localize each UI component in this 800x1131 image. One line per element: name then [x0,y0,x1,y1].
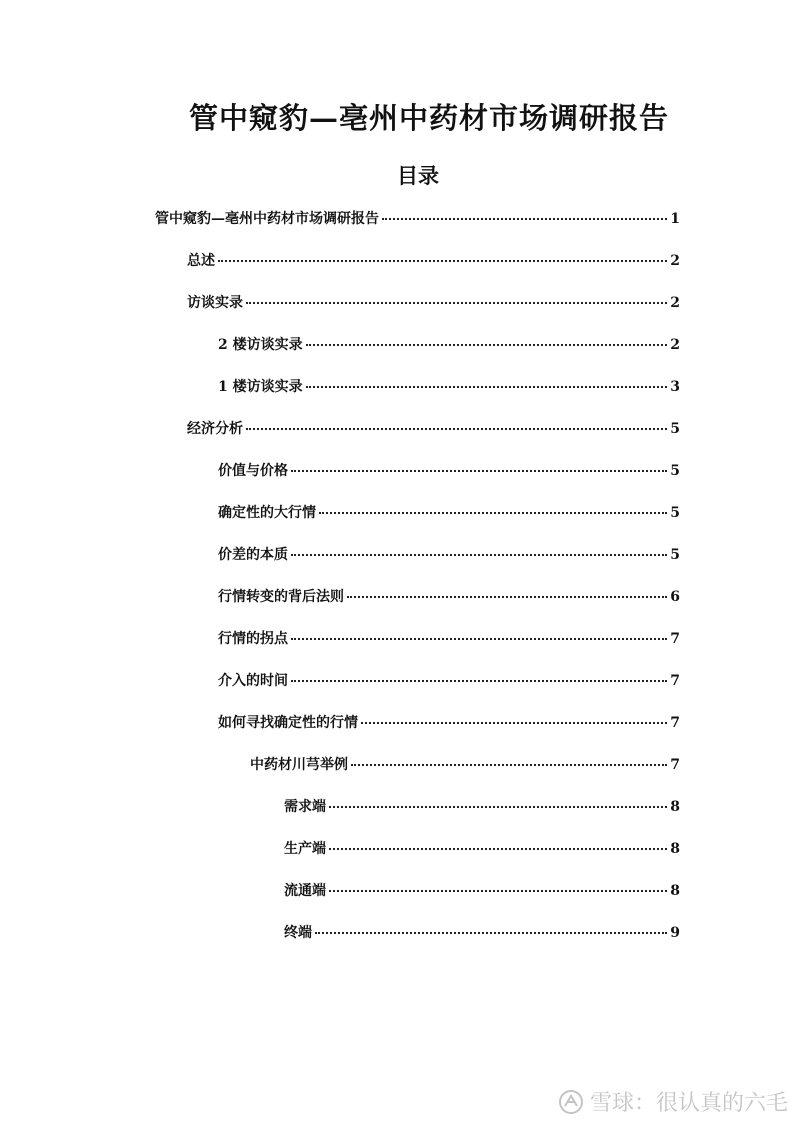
toc-entry[interactable] [218,586,680,606]
toc-entry[interactable] [218,502,680,522]
toc-dot-leader [315,932,667,934]
toc-entry-page: 6 [670,589,680,605]
toc-entry[interactable] [284,796,680,816]
toc-entry[interactable] [218,334,680,354]
toc-dot-leader [329,890,667,892]
toc-dot-leader [361,722,667,724]
toc-entry-label: 终端 [284,925,312,941]
toc-entry-page: 8 [670,799,680,815]
toc-dot-leader [246,302,667,304]
toc-dot-leader [218,260,667,262]
toc-entry[interactable] [218,628,680,648]
toc-entry-page: 7 [670,673,680,689]
toc-entry[interactable] [187,418,680,438]
toc-dot-leader [382,218,667,220]
toc-entry-label: 行情的拐点 [218,631,288,647]
toc-entry-page: 7 [670,757,680,773]
toc-entry-page: 2 [670,253,680,269]
toc-entry-page: 9 [670,925,680,941]
toc-entry-label: 2 楼访谈实录 [218,337,303,353]
toc-entry-label: 访谈实录 [187,295,243,311]
toc-entry-label: 经济分析 [187,421,243,437]
toc-entry-label: 确定性的大行情 [218,505,316,521]
watermark-text: 雪球：很认真的六毛 [589,1091,788,1116]
toc-entry[interactable] [218,376,680,396]
toc-dot-leader [306,344,668,346]
toc-entry-page: 5 [670,505,680,521]
toc-entry-page: 5 [670,547,680,563]
toc-entry[interactable] [284,838,680,858]
toc-entry-page: 7 [670,715,680,731]
toc-dot-leader [291,470,667,472]
toc-entry-label: 介入的时间 [218,673,288,689]
toc-entry[interactable] [187,292,680,312]
toc-entry-label: 1 楼访谈实录 [218,379,303,395]
toc-dot-leader [329,806,667,808]
toc-entry-label: 价值与价格 [218,463,288,479]
toc-entry-label: 行情转变的背后法则 [218,589,344,605]
toc-entry-page: 5 [670,421,680,437]
toc-heading: 目录 [397,163,439,188]
document-title: 管中窥豹—亳州中药材市场调研报告 [188,101,669,135]
toc-entry-label: 需求端 [284,799,326,815]
toc-entry-label: 生产端 [284,841,326,857]
toc-entry-label: 总述 [187,253,215,269]
toc-dot-leader [319,512,667,514]
toc-entry[interactable] [218,670,680,690]
toc-entry[interactable] [155,208,680,228]
toc-dot-leader [291,638,667,640]
watermark [558,1086,788,1117]
toc-entry[interactable] [284,922,680,942]
toc-entry[interactable] [250,754,680,774]
toc-entry[interactable] [187,250,680,270]
toc-dot-leader [347,596,667,598]
toc-entry-label: 中药材川芎举例 [250,757,348,773]
toc-entry-label: 流通端 [284,883,326,899]
toc-entry-label: 价差的本质 [218,547,288,563]
toc-entry-page: 8 [670,883,680,899]
snowball-logo-icon [558,1089,584,1115]
toc-entry-label: 管中窥豹—亳州中药材市场调研报告 [155,211,379,227]
toc-dot-leader [291,554,667,556]
toc-dot-leader [329,848,667,850]
toc-entry-label: 如何寻找确定性的行情 [218,715,358,731]
toc-entry-page: 8 [670,841,680,857]
toc-entry[interactable] [218,460,680,480]
toc-entry-page: 7 [670,631,680,647]
toc-entry-page: 3 [670,379,680,395]
toc-dot-leader [246,428,667,430]
toc-entry-page: 5 [670,463,680,479]
toc-entry-page: 1 [670,211,680,227]
toc-entry[interactable] [218,544,680,564]
toc-dot-leader [291,680,667,682]
toc-entry-page: 2 [670,337,680,353]
toc-entry[interactable] [218,712,680,732]
toc-dot-leader [306,386,668,388]
toc-dot-leader [351,764,667,766]
toc-entry[interactable] [284,880,680,900]
toc-entry-page: 2 [670,295,680,311]
